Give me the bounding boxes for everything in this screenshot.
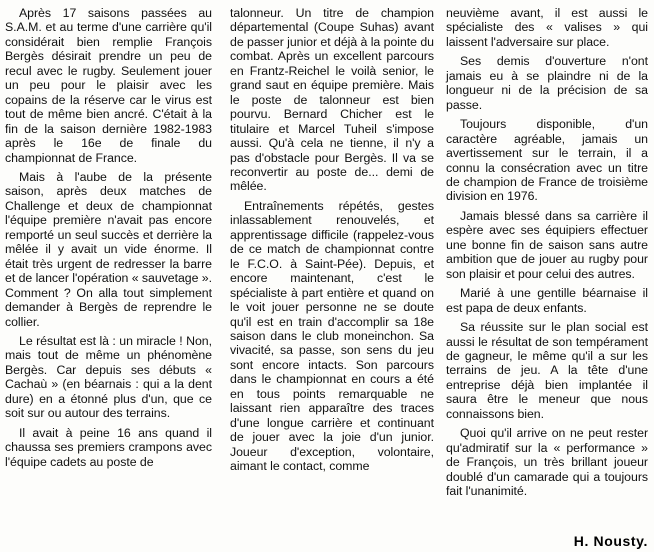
paragraph: Marié à une gentille béarnaise il est papa de deux enfants. xyxy=(446,286,648,315)
paragraph: Quoi qu'il arrive on ne peut rester qu'admiratif sur la « performance » de François, un très brillant joueur doublé d'un camarade qui a toujours fait l'unanimité. xyxy=(446,426,648,499)
article-column-3 xyxy=(446,6,648,548)
paragraph: Jamais blessé dans sa carrière il espère avec ses équipiers effectuer une bonne fin de saison sans autre ambition que de jouer au rugby pour son plaisir et pour celui des autres. xyxy=(446,208,648,281)
paragraph: Le résultat est là : un miracle ! Non, mais tout de même un phénomène Bergès. Car depuis ses débuts « Cachaù » (en béarnais : qui a la dent dure) en a étonné plus d'un, que ce soit sur ou autour des terrains. xyxy=(5,333,212,421)
paragraph: Ses demis d'ouverture n'ont jamais eu à se plaindre ni de la longueur ni de la précision de sa passe. xyxy=(446,54,648,112)
author-signature: H. Nousty. xyxy=(573,533,648,549)
paragraph: talonneur. Un titre de champion départemental (Coupe Suhas) avant de passer junior et déjà à la pointe du combat. Après un excellent parcours en Frantz-Reichel le voilà senior, le grand saut en équipe première. Mais le poste de talonneur est bien pourvu. Bernard Chicher est le titulaire et Marcel Tuheil s'impose aussi. Qu'à cela ne tienne, il n'y a pas d'obstacle pour Bergès. Il va se reconvertir au poste de... demi de mêlée. xyxy=(230,6,434,194)
paragraph: Mais à l'aube de la présente saison, après deux matches de Challenge et deux de championnat l'équipe première n'avait pas encore remporté un seul succès et derrière la mêlée il y avait un vide énorme. Il était très urgent de redresser la barre et de lancer l'opération « sauvetage ». Comment ? On alla tout simplement demander à Bergès de reprendre le collier. xyxy=(5,169,212,329)
paragraph: Sa réussite sur le plan social est aussi le résultat de son tempérament de gagneur, le même qu'il a sur les terrains de jeu. A la tête d'une entreprise déjà bien implantée il saura être le meneur que nous connaissons bien. xyxy=(446,320,648,421)
paragraph: Il avait à peine 16 ans quand il chaussa ses premiers crampons avec l'équipe cadets au poste de xyxy=(5,425,212,469)
paragraph: Entraînements répétés, gestes inlassablement renouvelés, et apprentissage difficile (rappelez-vous de ce match de championnat contre le F.C.O. à Saint-Pée). Depuis, et encore maintenant, c'est le spécialiste à part entière et quand on le voit jouer personne ne se doute qu'il est en train d'accomplir sa 18e saison dans le club moneinchon. Sa vivacité, sa passe, son sens du jeu sont encore intacts. Son parcours dans le championnat en cours a été en tous points remarquable ne laissant rien apparaître des traces d'une longue carrière et continuant de jouer avec la joie d'un junior. Joueur d'exception, volontaire, aimant le contact, comme xyxy=(230,198,434,474)
paragraph: Toujours disponible, d'un caractère agréable, jamais un avertissement sur le terrain, il a connu la consécration avec un titre de champion de France de troisième division en 1976. xyxy=(446,117,648,204)
paragraph: Après 17 saisons passées au S.A.M. et au terme d'une carrière qu'il considérait bien remplie François Bergès désirait prendre un peu de recul avec le rugby. Seulement jouer un peu pour le plaisir avec les copains de la réserve car le virus est tout de même bien ancré. C'était à la fin de la saison dernière 1982-1983 après le 16e de finale du championnat de France. xyxy=(5,6,212,165)
article-column-1 xyxy=(5,6,212,548)
paragraph: neuvième avant, il est aussi le spécialiste des « valises » qui laissent l'adversaire sur place. xyxy=(446,6,648,49)
article-column-2 xyxy=(230,6,434,548)
